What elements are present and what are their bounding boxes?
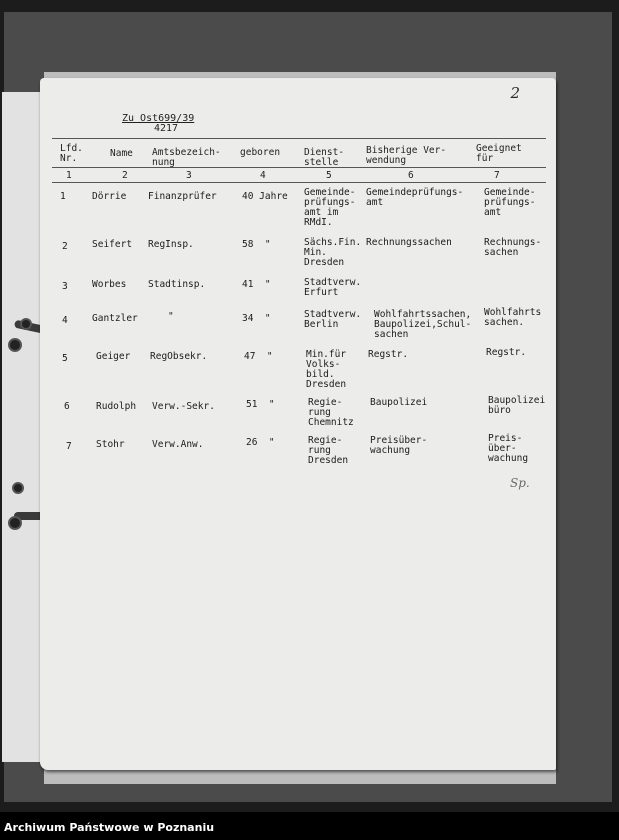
header-geeignet-fuer: Geeignet für [476,143,522,164]
row-5-name: Geiger [96,351,131,362]
row-3-dienststelle: Stadtverw. Erfurt [304,277,362,298]
row-5-amtsbezeichnung: RegObsekr. [150,351,208,362]
row-6-dienststelle: Regie- rung Chemnitz [308,397,354,428]
row-2-nr: 2 [62,241,68,252]
row-4-nr: 4 [62,315,68,326]
row-2-bisherige-verwendung: Rechnungssachen [366,237,452,248]
row-1-bisherige-verwendung: Gemeindeprüfungs- amt [366,187,464,208]
row-7-geboren: 26 " [246,437,275,448]
row-5-bisherige-verwendung: Regstr. [368,349,409,360]
row-7-name: Stohr [96,439,125,450]
header-lfd-nr: Lfd. Nr. [60,143,83,164]
header-number-1: 1 [66,170,72,181]
header-name: Name [110,148,133,159]
row-6-geeignet: Baupolizei büro [488,395,546,416]
row-4-geboren: 34 " [242,313,271,324]
row-5-geeignet: Regstr. [486,347,527,358]
table-rule-bottom [52,182,546,183]
row-5-geboren: 47 " [244,351,273,362]
row-4-amtsbezeichnung: " [168,311,174,322]
row-2-geeignet: Rechnungs- sachen [484,237,542,258]
page-number: 2 [510,84,520,102]
row-2-name: Seifert [92,239,133,250]
row-4-name: Gantzler [92,313,138,324]
row-7-bisherige-verwendung: Preisüber- wachung [370,435,428,456]
row-3-name: Worbes [92,279,127,290]
row-1-geboren: 40 Jahre [242,191,288,202]
binder-ring-lower [8,516,22,530]
row-1-name: Dörrie [92,191,127,202]
row-1-geeignet: Gemeinde- prüfungs- amt [484,187,536,218]
file-reference [122,114,194,134]
row-1-dienststelle: Gemeinde- prüfungs- amt im RMdI. [304,187,356,228]
row-7-nr: 7 [66,441,72,452]
row-4-dienststelle: Stadtverw. Berlin [304,309,362,330]
archive-footer [0,812,619,840]
row-4-geeignet: Wohlfahrts sachen. [484,307,542,328]
header-number-6: 6 [408,170,414,181]
header-number-7: 7 [494,170,500,181]
binder-ring-upper-2 [20,318,32,330]
file-reference-line2: 4217 [154,123,179,134]
row-4-bisherige-verwendung: Wohlfahrtssachen, Baupolizei,Schul- sachen [374,309,472,340]
header-bisherige-verwendung: Bisherige Ver- wendung [366,145,447,166]
row-7-dienststelle: Regie- rung Dresden [308,435,349,466]
header-dienststelle: Dienst- stelle [304,147,345,168]
row-3-amtsbezeichnung: Stadtinsp. [148,279,206,290]
row-6-name: Rudolph [96,401,137,412]
row-3-geboren: 41 " [242,279,271,290]
binder-ring-upper [8,338,22,352]
header-number-2: 2 [122,170,128,181]
handwritten-initials: Sp. [510,476,530,490]
row-5-dienststelle: Min.für Volks- bild. Dresden [306,349,347,390]
table-rule-middle [52,167,546,168]
header-geboren: geboren [240,147,281,158]
header-number-4: 4 [260,170,266,181]
header-amtsbezeichnung: Amtsbezeich- nung [152,147,221,168]
row-6-bisherige-verwendung: Baupolizei [370,397,428,408]
document-page [40,78,556,770]
row-2-dienststelle: Sächs.Fin. Min. Dresden [304,237,362,268]
row-2-amtsbezeichnung: RegInsp. [148,239,194,250]
table-rule-top [52,138,546,139]
file-reference-line1: Zu Ost699/39 [122,113,195,124]
row-3-nr: 3 [62,281,68,292]
row-6-geboren: 51 " [246,399,275,410]
row-6-amtsbezeichnung: Verw.-Sekr. [152,401,215,412]
binder-ring-lower-2 [12,482,24,494]
row-7-amtsbezeichnung: Verw.Anw. [152,439,204,450]
row-5-nr: 5 [62,353,68,364]
row-6-nr: 6 [64,401,70,412]
row-1-nr: 1 [60,191,66,202]
header-number-3: 3 [186,170,192,181]
row-1-amtsbezeichnung: Finanzprüfer [148,191,217,202]
header-number-5: 5 [326,170,332,181]
row-2-geboren: 58 " [242,239,271,250]
archive-caption: Archiwum Państwowe w Poznaniu [4,821,215,834]
row-7-geeignet: Preis- über- wachung [488,433,529,464]
binder-strip [2,92,43,762]
